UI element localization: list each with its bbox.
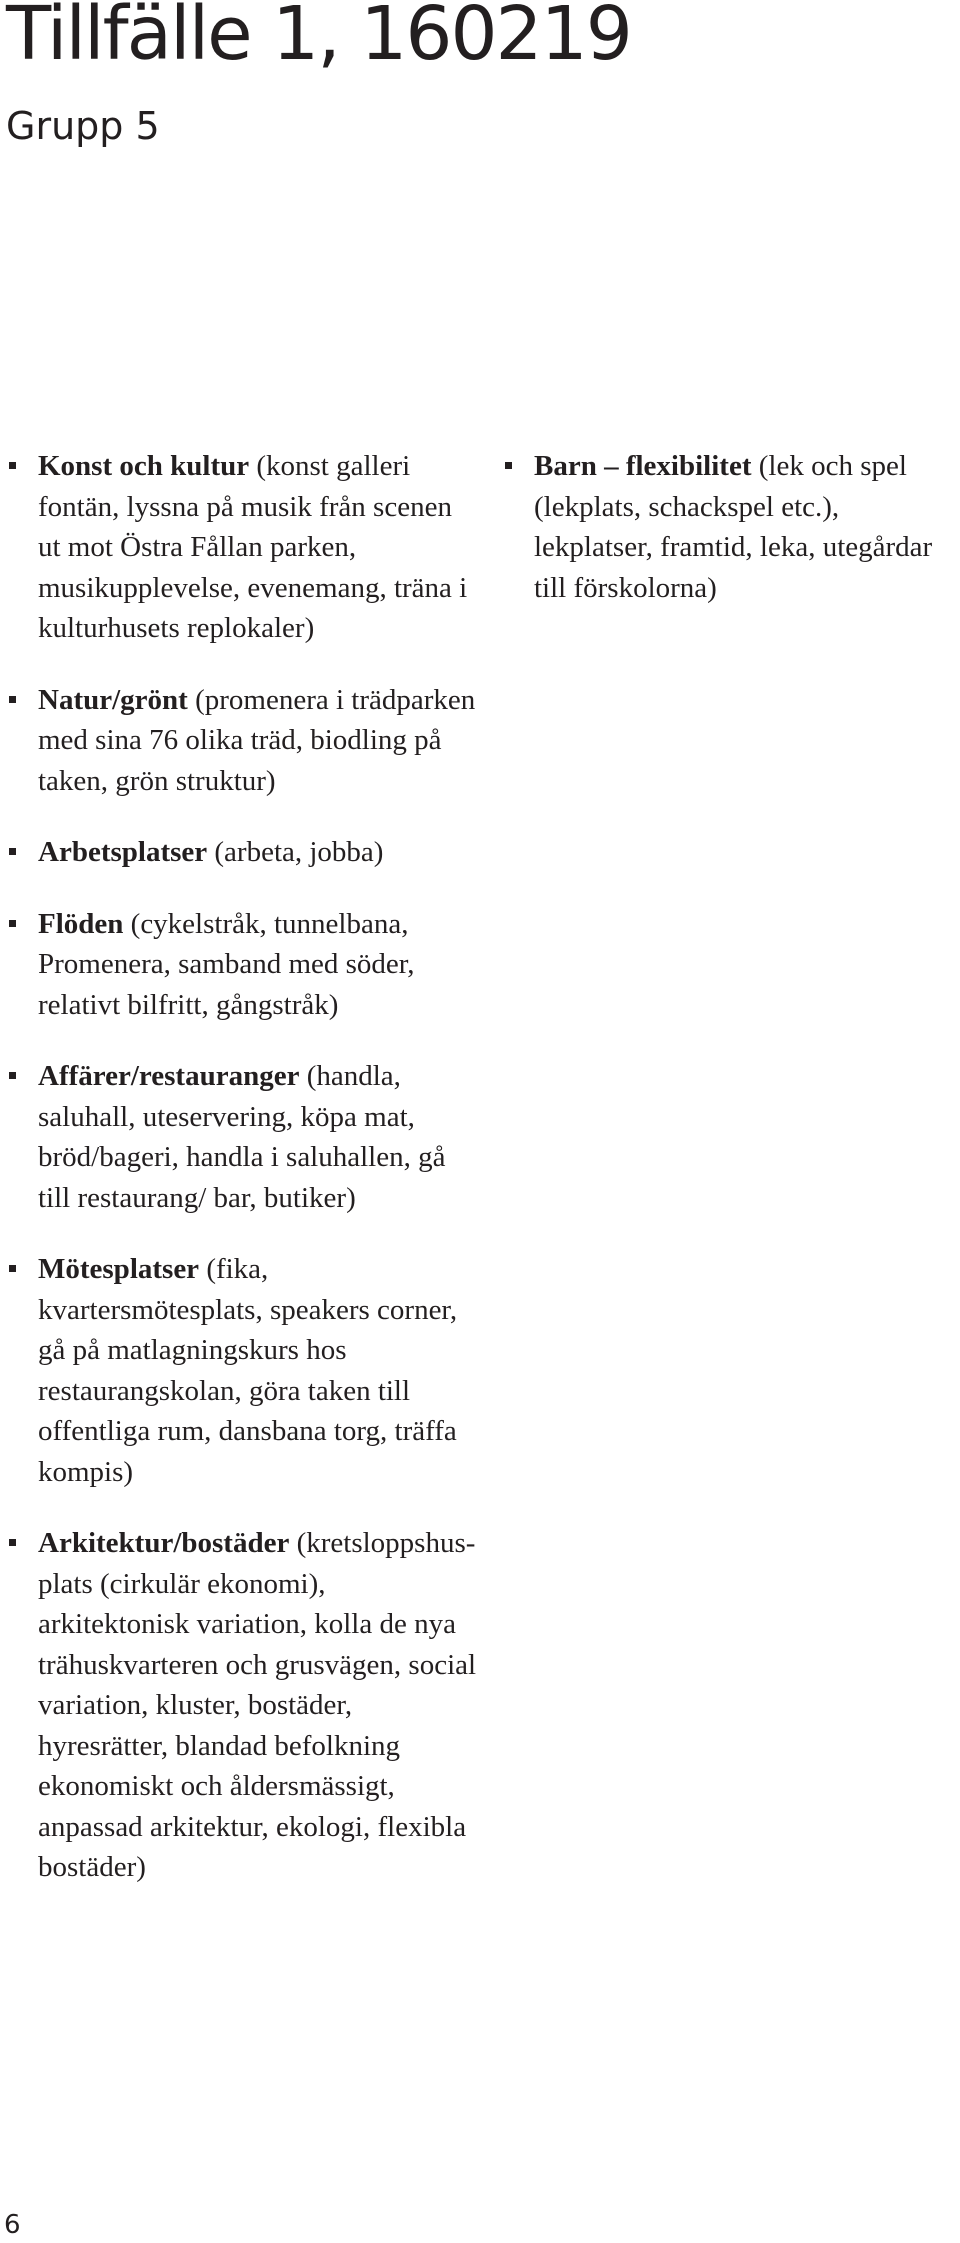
bullet-icon — [9, 848, 16, 855]
item-text: (arbeta, jobba) — [207, 836, 384, 868]
list-item-affarer-restauranger — [8, 1056, 478, 1218]
bullet-icon — [9, 1539, 16, 1546]
item-heading: Arkitektur/bostäder — [38, 1527, 290, 1559]
item-heading: Affärer/restauranger — [38, 1060, 300, 1092]
item-heading: Konst och kultur — [38, 450, 250, 482]
item-heading: Arbetsplatser — [38, 836, 208, 868]
item-heading: Natur/grönt — [38, 683, 188, 716]
list-item-konst-och-kultur — [8, 446, 478, 649]
item-heading: Mötesplatser — [38, 1253, 200, 1285]
bullet-icon — [9, 920, 16, 927]
right-column-list — [504, 446, 956, 639]
bullet-icon — [9, 462, 16, 469]
item-text: (fika, kvartersmötesplats, speakers corner, gå på matlagningskurs hos restaurangskolan, göra taken till offentliga rum, dansbana torg, träffa kompis) — [38, 1253, 458, 1488]
list-item-barn-flexibilitet — [504, 446, 956, 608]
page-title: Tillfälle 1, 160219 — [6, 0, 631, 77]
list-item-arbetsplatser — [8, 832, 478, 873]
bullet-icon — [9, 1072, 16, 1079]
bullet-icon — [505, 462, 512, 469]
group-subtitle: Grupp 5 — [6, 104, 160, 148]
item-text: (promenera i trädparken med sina 76 olika träd, biodling på taken, grön struktur) — [38, 683, 476, 797]
item-text: (kretsloppshus-plats (cirkulär ekonomi), arkitektonisk variation, kolla de nya trähuskvarteren och grusvägen, social variation, kluster, bostäder, hyresrätter, blandad befolkning ekonomiskt och åldersmässigt, anpassad arkitektur, ekologi, flexibla bostäder) — [38, 1527, 477, 1883]
list-item-natur-gront — [8, 680, 478, 802]
list-item-motesplatser — [8, 1249, 478, 1492]
left-column-list — [8, 446, 478, 1919]
list-item-arkitektur-bostader — [8, 1523, 478, 1888]
item-heading: Flöden — [38, 907, 124, 940]
item-heading: Barn – flexibilitet — [534, 450, 752, 482]
item-text: (handla, saluhall, uteservering, köpa mat, bröd/bageri, handla i saluhallen, gå till restaurang/ bar, butiker) — [38, 1060, 446, 1214]
item-text: (cykelstråk, tunnelbana, Promenera, samband med söder, relativt bilfritt, gångstråk) — [38, 907, 415, 1021]
item-text: (lek och spel (lekplats, schackspel etc.), lekplatser, framtid, leka, utegårdar till förskolorna) — [534, 450, 933, 604]
bullet-icon — [9, 696, 16, 703]
item-text: (konst galleri fontän, lyssna på musik från scenen ut mot Östra Fållan parken, musikupplevelse, evenemang, träna i kulturhusets replokaler) — [38, 450, 468, 644]
list-item-floden — [8, 904, 478, 1026]
bullet-icon — [9, 1265, 16, 1272]
page-number: 6 — [4, 2210, 21, 2240]
